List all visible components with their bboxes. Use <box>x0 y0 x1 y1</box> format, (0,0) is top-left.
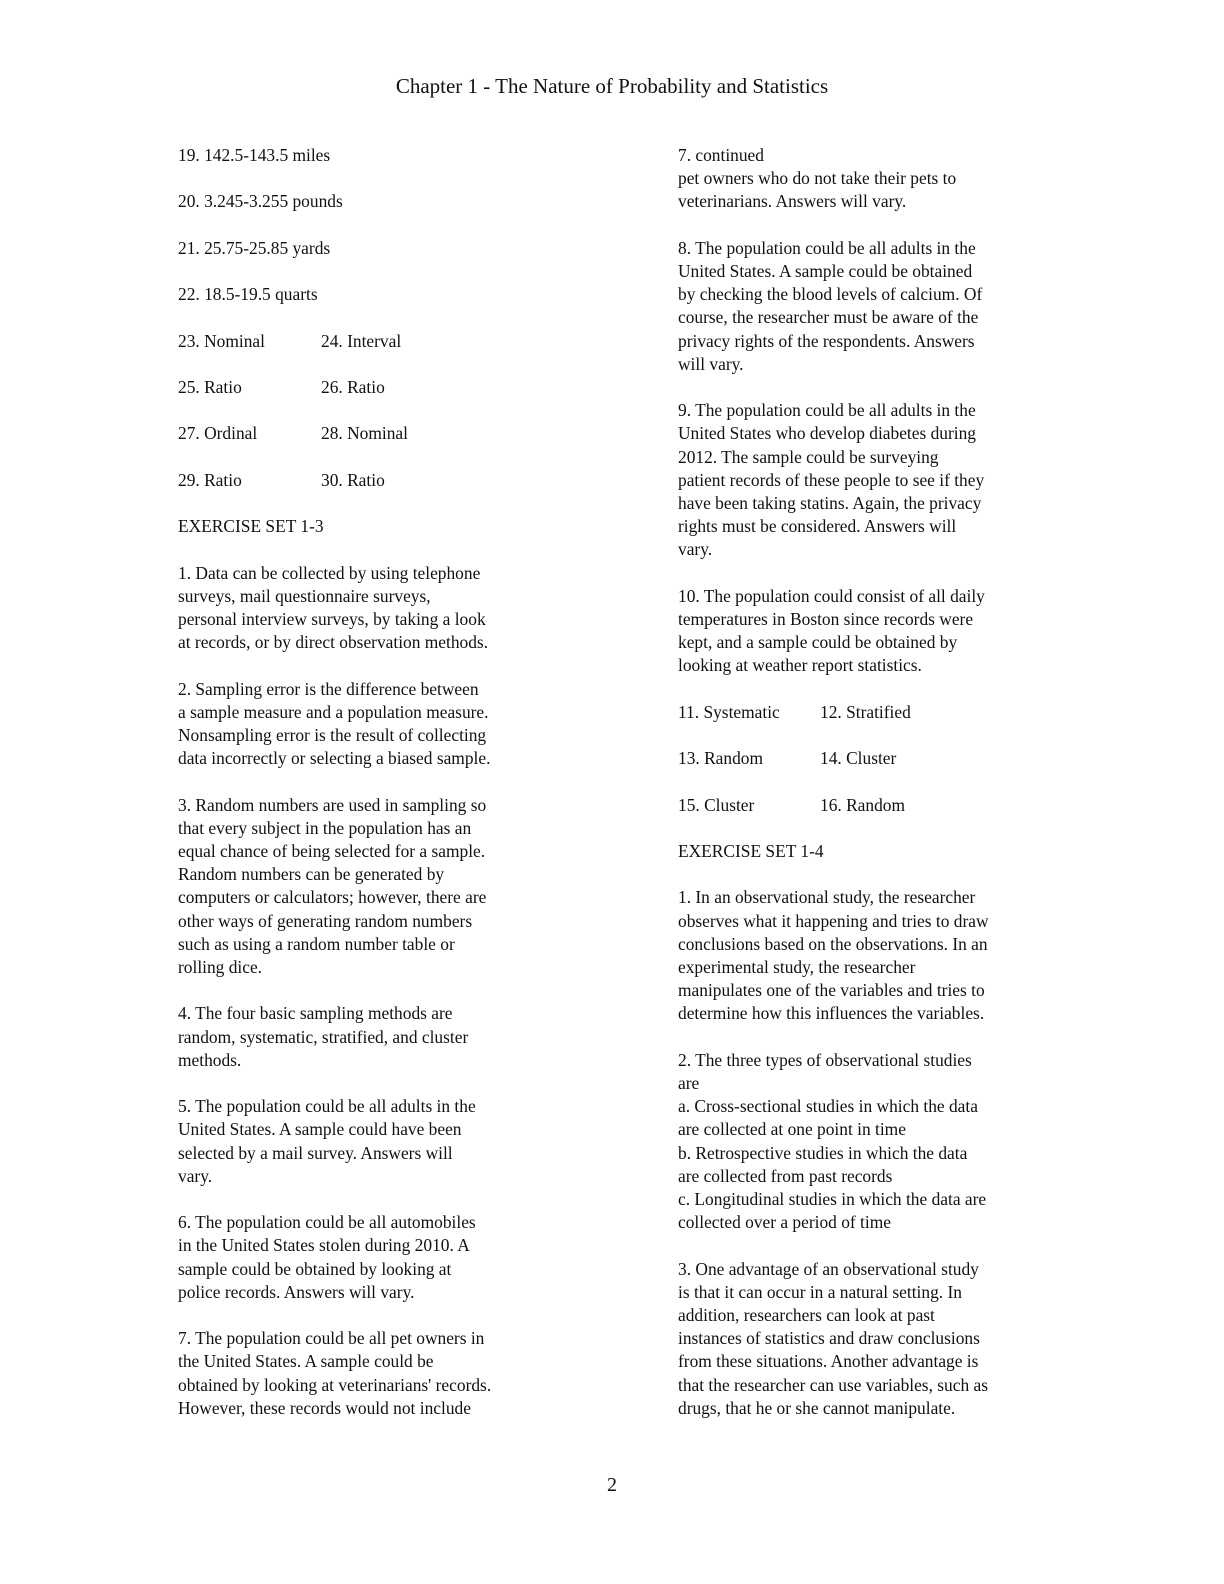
answer-11: 11. Systematic <box>678 701 780 722</box>
text-line: selected by a mail survey. Answers will <box>178 1142 453 1163</box>
text-line: Nonsampling error is the result of collecting <box>178 724 487 745</box>
text-line: course, the researcher must be aware of the <box>678 307 979 328</box>
exercise-1-4-answer-3 <box>678 1258 1043 1420</box>
text-line: instances of statistics and draw conclusions <box>678 1328 980 1349</box>
text-line: computers or calculators; however, there are <box>178 887 487 908</box>
text-line: methods. <box>178 1049 242 1070</box>
text-line: random, systematic, stratified, and cluster <box>178 1026 469 1047</box>
exercise-1-3-answer-1 <box>178 562 543 655</box>
exercise-1-4-answer-2 <box>678 1049 1043 1235</box>
answer-28: 28. Nominal <box>321 423 408 444</box>
text-line: United States. A sample could have been <box>178 1119 462 1140</box>
text-line: will vary. <box>678 353 744 374</box>
text-line: Random numbers can be generated by <box>178 864 445 885</box>
text-line: police records. Answers will vary. <box>178 1281 415 1302</box>
text-line: manipulates one of the variables and tries to <box>678 980 985 1001</box>
text-line: kept, and a sample could be obtained by <box>678 632 958 653</box>
text-line: is that it can occur in a natural setting. In <box>678 1281 962 1302</box>
text-line: patient records of these people to see if they <box>678 469 985 490</box>
answer-27: 27. Ordinal <box>178 423 258 444</box>
text-line: rights must be considered. Answers will <box>678 516 957 537</box>
text-line: by checking the blood levels of calcium. Of <box>678 284 983 305</box>
text-line: that every subject in the population has an <box>178 817 472 838</box>
text-line: addition, researchers can look at past <box>678 1305 935 1325</box>
left-column <box>178 144 543 1443</box>
text-line: 7. The population could be all pet owners in <box>178 1328 485 1349</box>
text-line: other ways of generating random numbers <box>178 910 473 931</box>
text-line: data incorrectly or selecting a biased sample. <box>178 748 491 769</box>
text-line: privacy rights of the respondents. Answers <box>678 330 975 351</box>
text-line: observes what it happening and tries to draw <box>678 910 989 931</box>
text-line: vary. <box>178 1165 213 1186</box>
text-line: a sample measure and a population measure. <box>178 701 489 722</box>
text-line: 3. One advantage of an observational study <box>678 1258 979 1279</box>
answer-22: 22. 18.5-19.5 quarts <box>178 284 318 305</box>
exercise-1-3-answer-2 <box>178 678 543 771</box>
text-line: drugs, that he or she cannot manipulate. <box>678 1397 956 1418</box>
text-line: United States. A sample could be obtained <box>678 261 973 281</box>
text-line: are <box>678 1072 700 1093</box>
text-line: 5. The population could be all adults in the <box>178 1096 476 1117</box>
exercise-1-3-answer-10 <box>678 585 1043 678</box>
answer-20: 20. 3.245-3.255 pounds <box>178 191 343 212</box>
text-line: 9. The population could be all adults in the <box>678 400 976 421</box>
text-line: 10. The population could consist of all daily <box>678 585 985 606</box>
text-line: obtained by looking at veterinarians' records. <box>178 1374 492 1395</box>
answer-pair-23-24 <box>178 330 543 353</box>
text-line: United States who develop diabetes during <box>678 423 976 444</box>
text-line: However, these records would not include <box>178 1397 471 1418</box>
exercise-1-3-answer-7-continued <box>678 144 1043 214</box>
text-line: sample could be obtained by looking at <box>178 1258 452 1279</box>
text-line: 6. The population could be all automobiles <box>178 1212 476 1233</box>
section-heading-exercise-set-1-4: EXERCISE SET 1-4 <box>678 840 824 861</box>
answer-21: 21. 25.75-25.85 yards <box>178 237 331 258</box>
answer-30: 30. Ratio <box>321 469 385 490</box>
text-line: personal interview surveys, by taking a look <box>178 608 486 629</box>
text-line: from these situations. Another advantage is <box>678 1351 979 1372</box>
answer-13: 13. Random <box>678 748 764 769</box>
exercise-1-3-answer-9 <box>678 399 1043 561</box>
exercise-1-3-answer-7 <box>178 1327 543 1420</box>
text-line: surveys, mail questionnaire surveys, <box>178 585 431 606</box>
exercise-1-3-answer-4 <box>178 1002 543 1072</box>
text-line: looking at weather report statistics. <box>678 655 922 676</box>
text-line: have been taking statins. Again, the privacy <box>678 493 982 514</box>
text-line: vary. <box>678 539 713 560</box>
text-line: equal chance of being selected for a sample. <box>178 840 486 861</box>
page-header-title: Chapter 1 - The Nature of Probability and Statistics <box>395 74 829 98</box>
text-line: b. Retrospective studies in which the data <box>678 1142 968 1163</box>
exercise-1-3-answer-3 <box>178 794 543 980</box>
answer-pair-29-30 <box>178 469 543 492</box>
right-column <box>678 144 1043 1443</box>
answer-pair-15-16 <box>678 794 1043 817</box>
text-line: conclusions based on the observations. In an <box>678 933 988 954</box>
answer-12: 12. Stratified <box>820 701 911 722</box>
text-line: collected over a period of time <box>678 1212 891 1233</box>
exercise-1-4-answer-1 <box>678 886 1043 1025</box>
text-line: 1. Data can be collected by using telephone <box>178 562 481 583</box>
text-line: experimental study, the researcher <box>678 956 916 977</box>
answer-25: 25. Ratio <box>178 376 242 397</box>
text-line: the United States. A sample could be <box>178 1351 434 1372</box>
answer-pair-11-12 <box>678 701 1043 724</box>
answer-16: 16. Random <box>820 794 906 815</box>
text-line: that the researcher can use variables, such as <box>678 1374 988 1395</box>
text-line: pet owners who do not take their pets to <box>678 168 957 189</box>
text-line: are collected at one point in time <box>678 1119 906 1140</box>
text-line: such as using a random number table or <box>178 933 455 954</box>
text-line: rolling dice. <box>178 956 263 977</box>
answer-15: 15. Cluster <box>678 794 755 815</box>
text-line: 3. Random numbers are used in sampling so <box>178 794 487 815</box>
text-line: a. Cross-sectional studies in which the data <box>678 1096 978 1117</box>
exercise-1-3-answer-6 <box>178 1211 543 1304</box>
text-line: determine how this influences the variables. <box>678 1003 985 1024</box>
text-line: 1. In an observational study, the researcher <box>678 887 976 908</box>
text-line: veterinarians. Answers will vary. <box>678 191 907 212</box>
answer-24: 24. Interval <box>321 330 402 351</box>
answer-23: 23. Nominal <box>178 330 265 351</box>
text-line: 7. continued <box>678 145 764 165</box>
text-line: in the United States stolen during 2010. A <box>178 1235 470 1256</box>
exercise-1-3-answer-5 <box>178 1095 543 1188</box>
text-line: c. Longitudinal studies in which the data are <box>678 1189 987 1209</box>
page-number: 2 <box>607 1474 617 1496</box>
answer-pair-25-26 <box>178 376 543 399</box>
exercise-1-3-answer-8 <box>678 237 1043 376</box>
answer-pair-13-14 <box>678 747 1043 770</box>
text-line: 2. The three types of observational studies <box>678 1049 972 1070</box>
text-line: temperatures in Boston since records were <box>678 609 974 630</box>
section-heading-exercise-set-1-3: EXERCISE SET 1-3 <box>178 516 324 537</box>
text-line: are collected from past records <box>678 1165 893 1186</box>
answer-pair-27-28 <box>178 422 543 445</box>
answer-26: 26. Ratio <box>321 376 385 397</box>
answer-14: 14. Cluster <box>820 748 897 769</box>
text-line: 8. The population could be all adults in the <box>678 237 976 258</box>
text-line: 4. The four basic sampling methods are <box>178 1003 453 1024</box>
answer-29: 29. Ratio <box>178 469 242 490</box>
text-line: 2. Sampling error is the difference between <box>178 678 479 699</box>
text-line: at records, or by direct observation methods. <box>178 632 489 653</box>
answer-19: 19. 142.5-143.5 miles <box>178 145 331 165</box>
text-line: 2012. The sample could be surveying <box>678 446 939 467</box>
